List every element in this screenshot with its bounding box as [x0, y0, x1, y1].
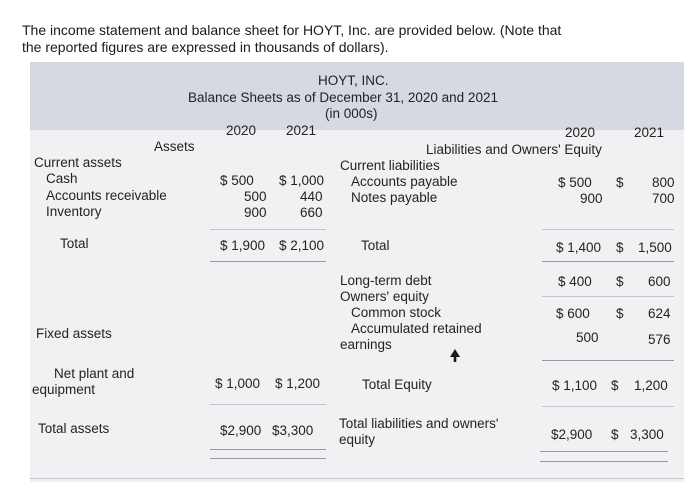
total-equity-2021: 1,200	[634, 378, 668, 393]
mouse-cursor-icon	[448, 348, 462, 364]
rule	[210, 458, 326, 459]
owners-equity-label: Owners' equity	[340, 289, 429, 304]
retained-earnings-label-2: earnings	[340, 337, 392, 352]
liab-total-2020: $ 1,400	[556, 240, 602, 255]
inventory-2020: 900	[244, 205, 267, 220]
retained-earnings-2020: 500	[576, 330, 599, 345]
inventory-label: Inventory	[46, 204, 102, 219]
current-assets-label: Current assets	[34, 155, 122, 170]
total-assets-label: Total assets	[38, 421, 110, 436]
np-label: Notes payable	[351, 190, 438, 205]
liab-total-label: Total	[361, 238, 390, 253]
ar-label: Accounts receivable	[46, 188, 167, 203]
ltd-2021-dollar: $	[616, 274, 624, 289]
rule	[540, 451, 668, 452]
rule	[210, 229, 326, 230]
liabilities-header: Liabilities and Owners' Equity	[426, 142, 602, 157]
rule	[210, 261, 326, 262]
assets-header: Assets	[154, 139, 195, 154]
total-le-2021-dollar: $	[611, 427, 619, 442]
assets-total-2021: $ 2,100	[279, 238, 325, 253]
inventory-2021: 660	[300, 205, 323, 220]
rule	[542, 406, 674, 407]
ap-2021: 800	[652, 175, 675, 190]
net-plant-label-2: equipment	[32, 382, 96, 397]
liab-total-2021-dollar: $	[616, 240, 624, 255]
intro-line-2: the reported figures are expressed in thousands of dollars).	[22, 39, 389, 55]
total-equity-label: Total Equity	[362, 377, 432, 392]
assets-total-2020: $ 1,900	[220, 238, 266, 253]
retained-earnings-label-1: Accumulated retained	[351, 321, 482, 336]
common-stock-2021: 624	[648, 306, 671, 321]
total-le-2021: 3,300	[630, 427, 664, 442]
assets-year-2020: 2020	[226, 123, 257, 138]
ltd-label: Long-term debt	[340, 273, 432, 288]
ap-label: Accounts payable	[351, 174, 458, 189]
total-le-2020: $2,900	[551, 427, 593, 442]
np-2021: 700	[652, 191, 675, 206]
sheet-subtitle: Balance Sheets as of December 31, 2020 and 2021	[188, 90, 498, 105]
net-plant-2021: $ 1,200	[275, 376, 321, 391]
total-equity-2020: $ 1,100	[552, 378, 598, 393]
net-plant-2020: $ 1,000	[215, 376, 261, 391]
total-assets-2020: $2,900	[220, 423, 262, 438]
net-plant-label-1: Net plant and	[54, 366, 135, 381]
common-stock-2020: $ 600	[556, 306, 590, 321]
liab-year-2020: 2020	[565, 125, 596, 140]
ar-2020: 500	[244, 189, 267, 204]
total-le-label-1: Total liabilities and owners'	[339, 416, 499, 431]
fixed-assets-label: Fixed assets	[36, 326, 112, 341]
cash-2020: $ 500	[220, 173, 254, 188]
total-assets-2021: $3,300	[272, 423, 314, 438]
bottom-rule	[30, 478, 684, 479]
assets-year-2021: 2021	[286, 123, 317, 138]
rule	[540, 461, 668, 462]
ltd-2020: $ 400	[558, 274, 592, 289]
liab-year-2021: 2021	[634, 125, 665, 140]
rule	[542, 296, 674, 297]
cash-label: Cash	[46, 171, 78, 186]
units-label: (in 000s)	[325, 106, 378, 121]
ltd-2021: 600	[648, 274, 671, 289]
current-liabilities-label: Current liabilities	[340, 158, 440, 173]
np-2020: 900	[580, 191, 603, 206]
common-stock-label: Common stock	[351, 305, 442, 320]
rule	[542, 360, 674, 361]
liab-total-2021: 1,500	[638, 240, 672, 255]
assets-total-label: Total	[60, 236, 89, 251]
company-name: HOYT, INC.	[318, 73, 389, 88]
intro-text	[22, 22, 642, 56]
rule	[210, 404, 326, 405]
rule	[542, 229, 674, 230]
intro-line-1: The income statement and balance sheet for HOYT, Inc. are provided below. (Note that	[22, 22, 562, 38]
ap-2020: $ 500	[558, 175, 592, 190]
ar-2021: 440	[300, 189, 323, 204]
rule	[210, 449, 326, 450]
common-stock-2021-dollar: $	[616, 306, 624, 321]
retained-earnings-2021: 576	[648, 332, 671, 347]
ap-2021-dollar: $	[616, 175, 624, 190]
rule	[542, 261, 674, 262]
total-le-label-2: equity	[339, 432, 376, 447]
cash-2021: $ 1,000	[279, 173, 325, 188]
total-equity-2021-dollar: $	[611, 378, 619, 393]
